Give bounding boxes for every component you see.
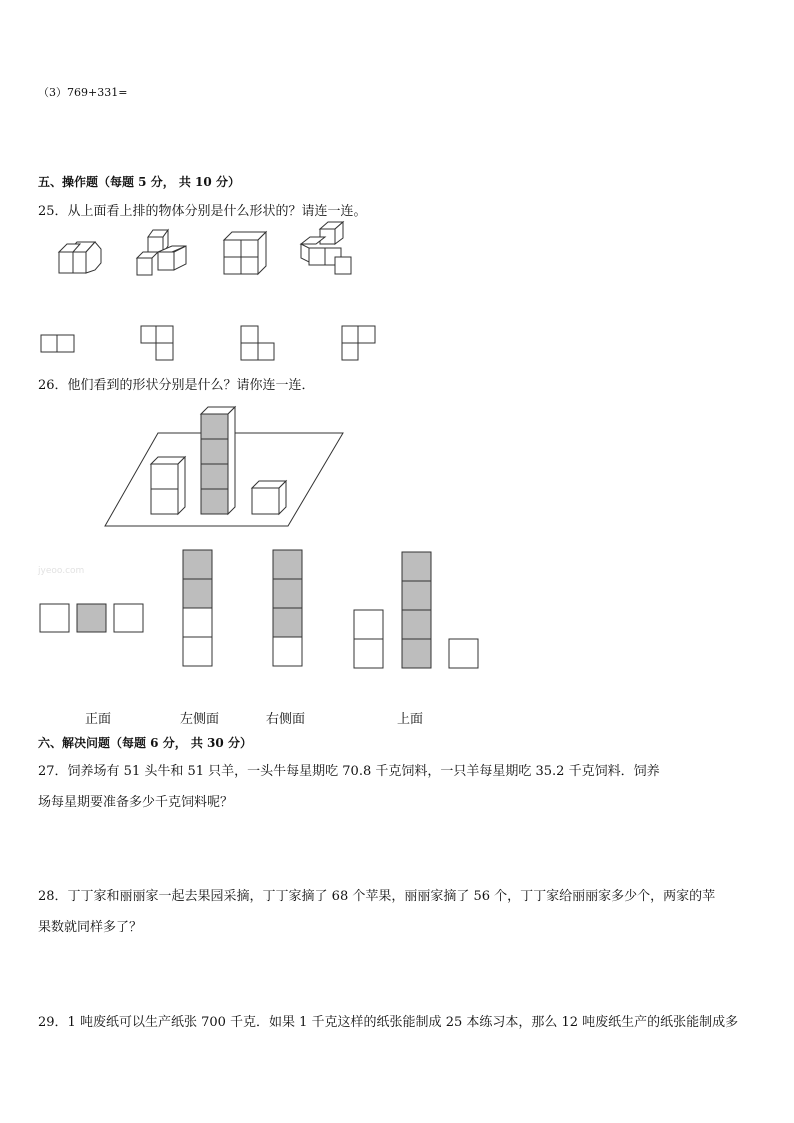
stack-4-cubes xyxy=(201,407,235,514)
question-3-expression: （3）769+331= xyxy=(38,86,128,99)
view-option-top xyxy=(354,552,478,668)
section-6-heading: 六、解决问题（每题 6 分， 共 30 分） xyxy=(38,736,252,750)
question-26-text: 26．他们看到的形状分别是什么？请你连一连． xyxy=(38,378,315,393)
section-5-heading: 五、操作题（每题 5 分， 共 10 分） xyxy=(38,175,240,189)
stack-2-cubes xyxy=(151,457,185,514)
question-27-line-1: 27．饲养场有 51 头牛和 51 只羊，一头牛每星期吃 70.8 千克饲料，一只羊每星期吃 35.2 千克饲料．饲养 xyxy=(38,764,660,779)
view-option-front xyxy=(40,604,143,632)
question-28-line-1: 28．丁丁家和丽丽家一起去果园采摘，丁丁家摘了 68 个苹果，丽丽家摘了 56 个，丁丁家给丽丽家多少个，两家的苹 xyxy=(38,889,716,904)
single-cube xyxy=(252,481,286,514)
view-option-right xyxy=(273,550,302,666)
question-28-line-2: 果数就同样多了？ xyxy=(38,920,143,935)
label-right-side: 右侧面 xyxy=(266,712,306,727)
label-front: 正面 xyxy=(85,712,112,727)
question-29-line-1: 29．1 吨废纸可以生产纸张 700 千克．如果 1 千克这样的纸张能制成 25 本练习本，那么 12 吨废纸生产的纸张能制成多 xyxy=(38,1015,739,1030)
question-25-text: 25．从上面看上排的物体分别是什么形状的？请连一连。 xyxy=(38,204,367,219)
view-option-left xyxy=(183,550,212,666)
label-top: 上面 xyxy=(397,712,424,727)
question-27-line-2: 场每星期要准备多少千克饲料呢？ xyxy=(38,795,234,810)
watermark: jyeoo.com xyxy=(38,566,85,576)
label-left-side: 左侧面 xyxy=(180,712,220,727)
